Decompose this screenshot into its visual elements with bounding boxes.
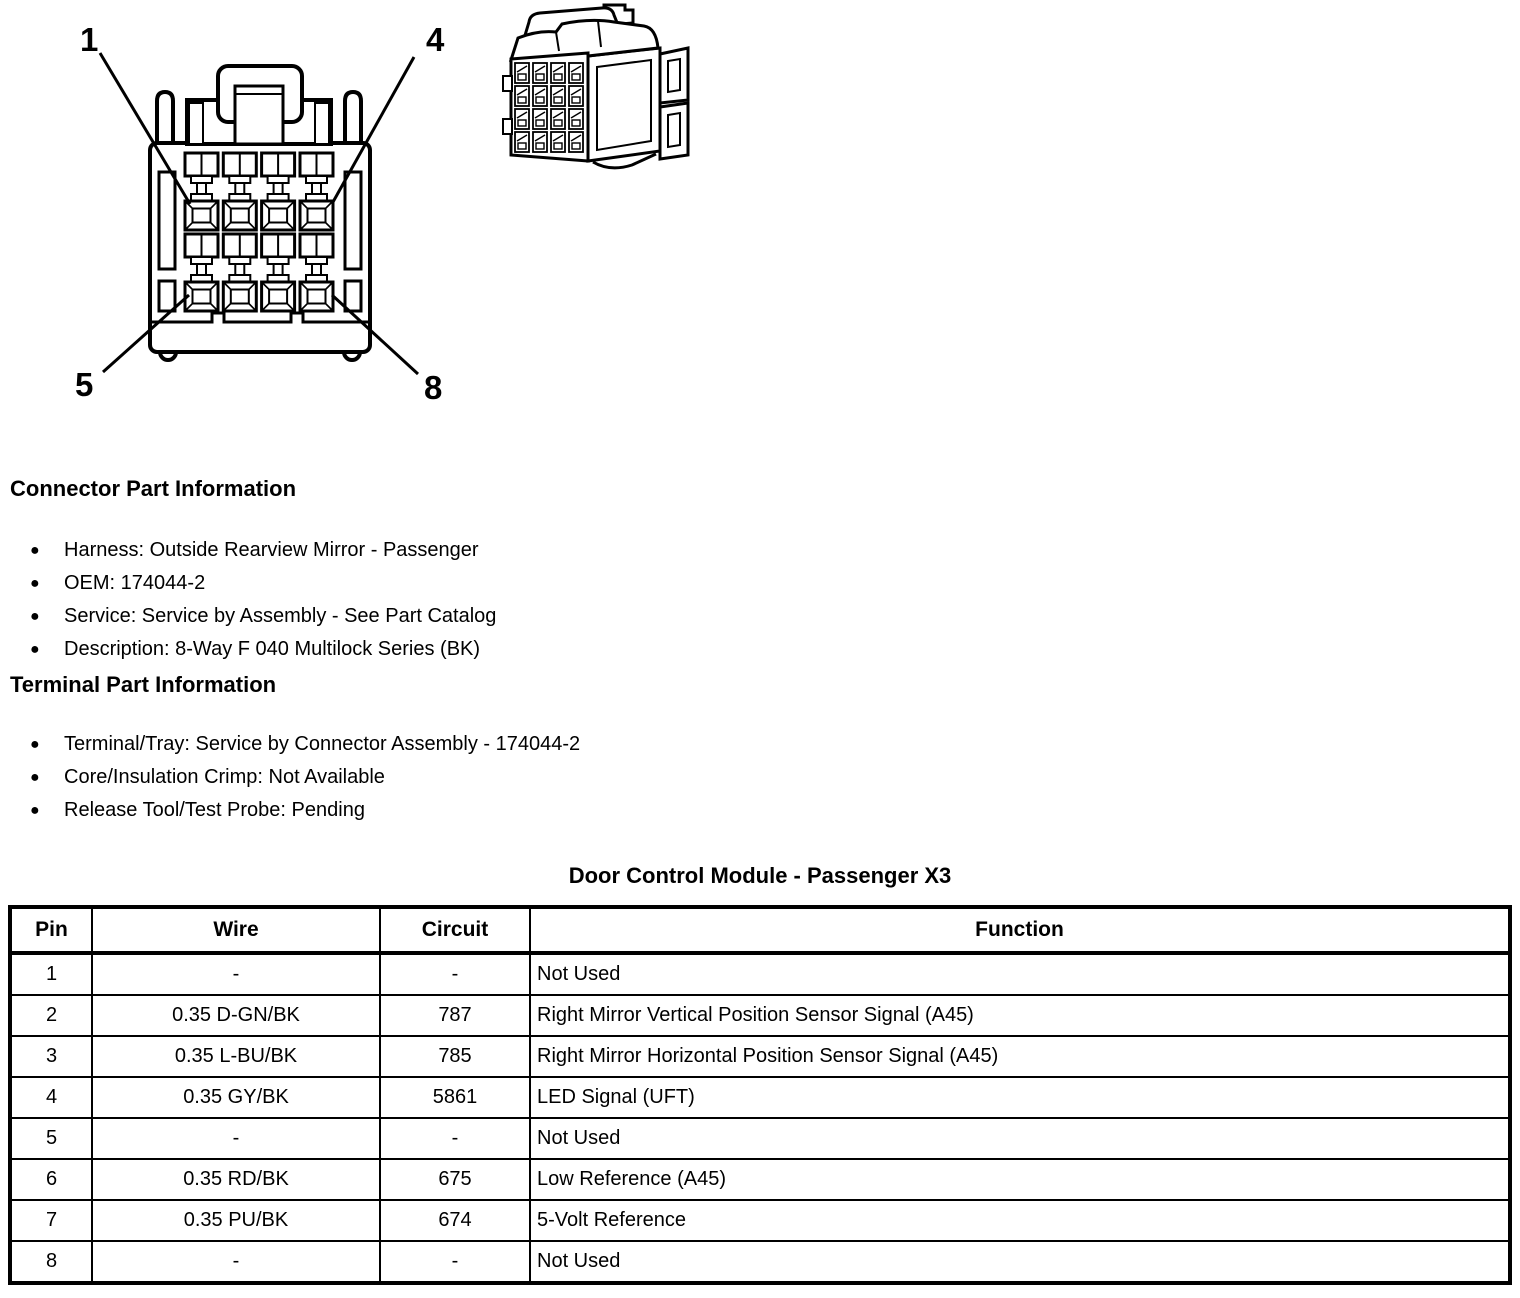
cell-wire: -	[92, 1241, 380, 1283]
cell-function: LED Signal (UFT)	[530, 1077, 1510, 1118]
table-row-pin-6	[10, 1159, 1510, 1200]
cell-function: Right Mirror Horizontal Position Sensor Signal (A45)	[530, 1036, 1510, 1077]
cell-function: Not Used	[530, 953, 1510, 995]
cell-function: Right Mirror Vertical Position Sensor Signal (A45)	[530, 995, 1510, 1036]
bullet-icon: ●	[30, 607, 40, 625]
bullet-text: Core/Insulation Crimp: Not Available	[64, 766, 385, 788]
cell-circuit: 5861	[380, 1077, 530, 1118]
cell-wire: -	[92, 953, 380, 995]
bullet-item	[30, 567, 496, 600]
cell-wire: 0.35 GY/BK	[92, 1077, 380, 1118]
cell-pin: 5	[10, 1118, 92, 1159]
bullet-icon: ●	[30, 541, 40, 559]
pin-label-4: 4	[426, 21, 445, 58]
pinout-table	[8, 905, 1512, 1285]
column-header-wire: Wire	[92, 907, 380, 953]
cell-pin: 3	[10, 1036, 92, 1077]
cell-circuit: 785	[380, 1036, 530, 1077]
cell-wire: 0.35 PU/BK	[92, 1200, 380, 1241]
pin-label-8: 8	[424, 369, 443, 406]
bullet-text: Terminal/Tray: Service by Connector Assembly - 174044-2	[64, 733, 581, 755]
cell-circuit: -	[380, 1118, 530, 1159]
bullet-item	[30, 534, 496, 567]
cell-function: Low Reference (A45)	[530, 1159, 1510, 1200]
connector-perspective-view-diagram	[498, 2, 748, 172]
terminal-part-information-list	[30, 728, 580, 827]
pin-label-1: 1	[80, 21, 99, 58]
bullet-text: Harness: Outside Rearview Mirror - Passenger	[64, 539, 479, 561]
cell-pin: 2	[10, 995, 92, 1036]
table-row-pin-8	[10, 1241, 1510, 1283]
cell-wire: 0.35 L-BU/BK	[92, 1036, 380, 1077]
cell-wire: 0.35 D-GN/BK	[92, 995, 380, 1036]
bullet-icon: ●	[30, 735, 40, 753]
pin-label-5: 5	[75, 366, 94, 403]
cell-circuit: 675	[380, 1159, 530, 1200]
cell-circuit: -	[380, 953, 530, 995]
cell-function: Not Used	[530, 1118, 1510, 1159]
bullet-item	[30, 761, 580, 794]
bullet-icon: ●	[30, 768, 40, 786]
bullet-text: OEM: 174044-2	[64, 572, 206, 594]
bullet-item	[30, 728, 580, 761]
cell-function: 5-Volt Reference	[530, 1200, 1510, 1241]
cell-circuit: 787	[380, 995, 530, 1036]
table-row-pin-5	[10, 1118, 1510, 1159]
cell-wire: -	[92, 1118, 380, 1159]
table-row-pin-7	[10, 1200, 1510, 1241]
bullet-icon: ●	[30, 574, 40, 592]
column-header-function: Function	[530, 907, 1510, 953]
callout-line-pin1	[100, 53, 190, 204]
cell-circuit: 674	[380, 1200, 530, 1241]
cell-pin: 8	[10, 1241, 92, 1283]
column-header-circuit: Circuit	[380, 907, 530, 953]
cell-pin: 6	[10, 1159, 92, 1200]
cell-pin: 7	[10, 1200, 92, 1241]
cell-pin: 1	[10, 953, 92, 995]
connector-front-view-diagram	[0, 0, 480, 420]
table-header	[10, 907, 1510, 953]
table-body	[10, 953, 1510, 1283]
cell-wire: 0.35 RD/BK	[92, 1159, 380, 1200]
cell-pin: 4	[10, 1077, 92, 1118]
bullet-icon: ●	[30, 801, 40, 819]
connector-part-information-heading: Connector Part Information	[10, 476, 297, 501]
bullet-item	[30, 794, 580, 827]
bullet-item	[30, 633, 496, 666]
bullet-text: Release Tool/Test Probe: Pending	[64, 799, 365, 821]
table-row-pin-1	[10, 953, 1510, 995]
table-title: Door Control Module - Passenger X3	[568, 863, 952, 888]
connector-part-information-list	[30, 534, 496, 666]
table-header-row	[10, 907, 1510, 953]
bullet-icon: ●	[30, 640, 40, 658]
table-row-pin-4	[10, 1077, 1510, 1118]
cell-function: Not Used	[530, 1241, 1510, 1283]
bullet-text: Service: Service by Assembly - See Part Catalog	[64, 605, 497, 627]
table-row-pin-2	[10, 995, 1510, 1036]
terminal-part-information-heading: Terminal Part Information	[10, 672, 277, 697]
table-row-pin-3	[10, 1036, 1510, 1077]
bullet-item	[30, 600, 496, 633]
bullet-text: Description: 8-Way F 040 Multilock Series (BK)	[64, 638, 481, 660]
cell-circuit: -	[380, 1241, 530, 1283]
column-header-pin: Pin	[10, 907, 92, 953]
